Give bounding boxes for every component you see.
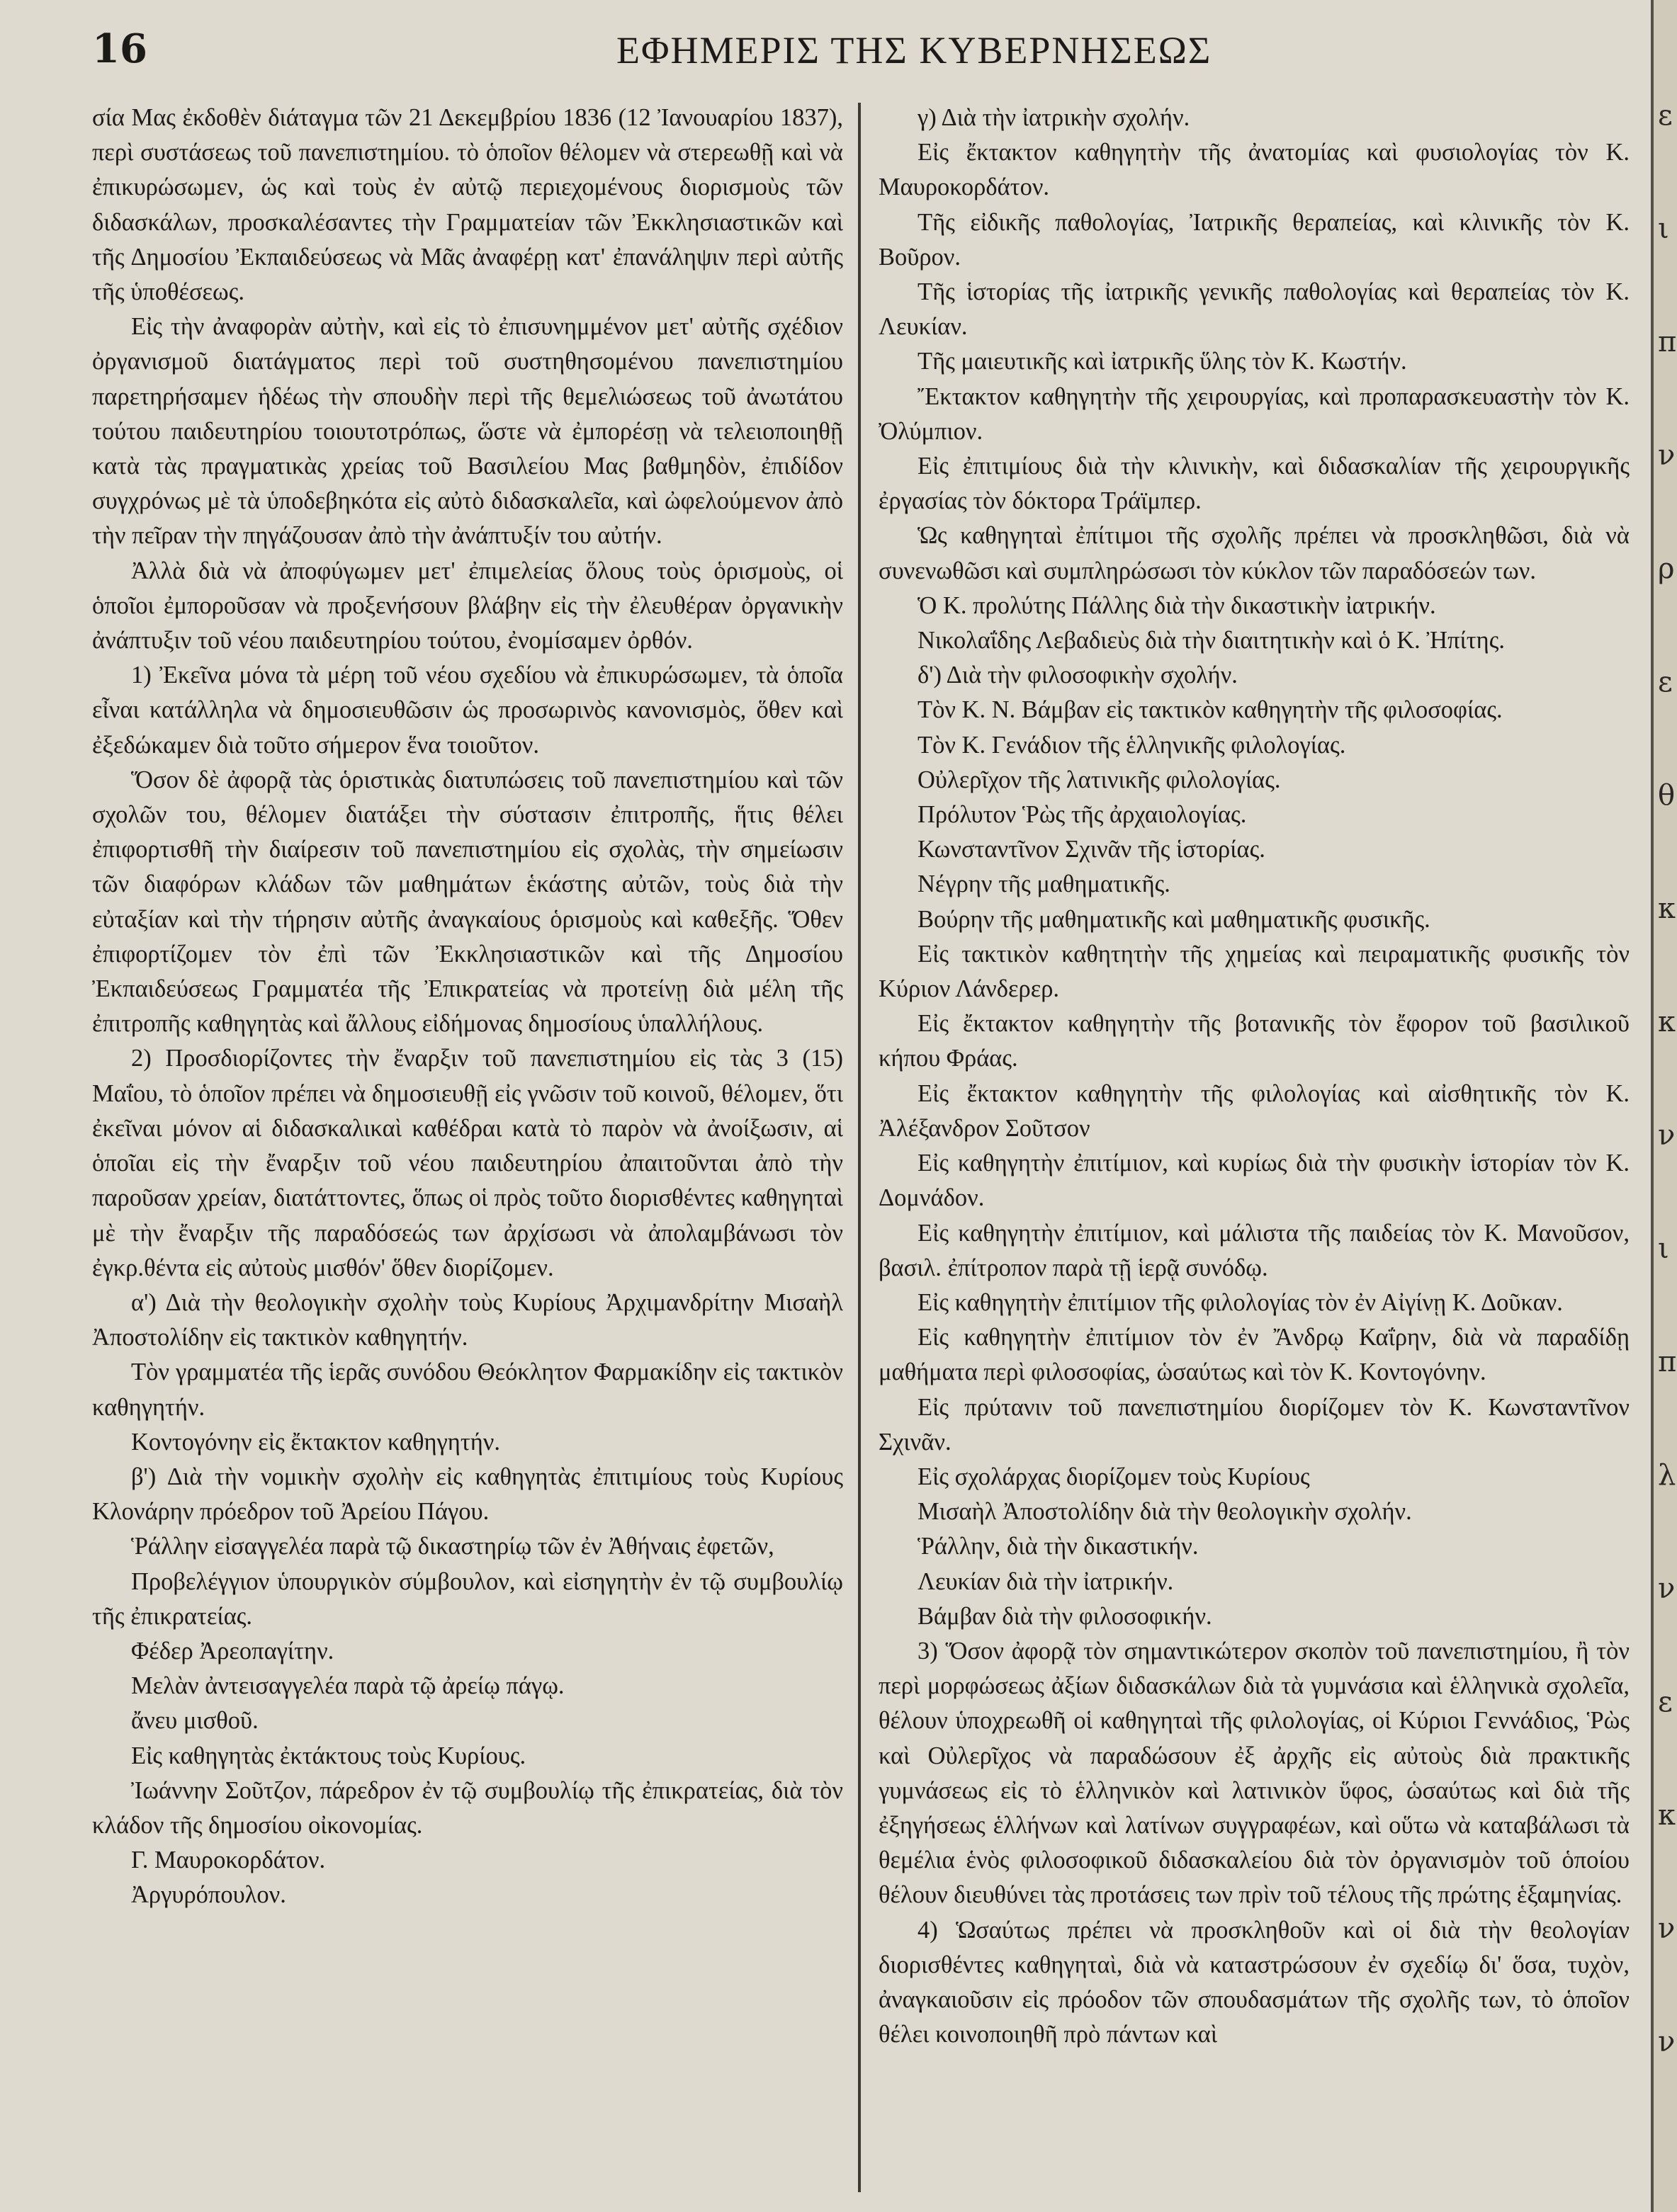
paragraph: ἄνευ μισθοῦ.: [131, 1707, 259, 1735]
paragraph: Εἰς ἔκτακτον καθηγητὴν τῆς ἀνατομίας καὶ φυσιολογίας τὸν Κ. Μαυροκορδάτον.: [879, 139, 1630, 201]
paragraph: Ῥάλλην, διὰ τὴν δικαστικήν.: [917, 1533, 1199, 1560]
paragraph: Τῆς εἰδικῆς παθολογίας, Ἰατρικῆς θεραπείας, καὶ κλινικῆς τὸν Κ. Βοῦρον.: [879, 208, 1630, 271]
paragraph: Μισαὴλ Ἀποστολίδην διὰ τὴν θεολογικὴν σχολήν.: [917, 1498, 1412, 1526]
paragraph: Βάμβαν διὰ τὴν φιλοσοφικήν.: [917, 1602, 1212, 1630]
adjacent-page-glyph: ε: [1658, 666, 1673, 698]
paragraph: Εἰς ἐπιτιμίους διὰ τὴν κλινικὴν, καὶ διδασκαλίαν τῆς χειρουργικῆς ἐργασίας τὸν δόκτορα Τράϊμπερ.: [879, 453, 1630, 515]
adjacent-page-glyph: ν: [1658, 1572, 1676, 1605]
paragraph: Τὸν γραμματέα τῆς ἱερᾶς συνόδου Θεόκλητον Φαρμακίδην εἰς τακτικὸν καθηγητήν.: [92, 1359, 843, 1421]
paragraph: Λευκίαν διὰ τὴν ἰατρικήν.: [917, 1567, 1174, 1595]
right-text-column: [879, 101, 1630, 2197]
paragraph: Εἰς καθηγητὰς ἐκτάκτους τοὺς Κυρίους.: [131, 1742, 526, 1769]
paragraph: Ἔκτακτον καθηγητὴν τῆς χειρουργίας, καὶ προπαρασκευαστὴν τὸν Κ. Ὀλύμπιον.: [879, 382, 1630, 445]
paragraph: Εἰς τακτικὸν καθητητὴν τῆς χημείας καὶ πειραματικῆς φυσικῆς τὸν Κύριον Λάνδερερ.: [879, 940, 1630, 1003]
paragraph: Γ. Μαυροκορδάτον.: [131, 1847, 326, 1874]
paragraph: Κοντογόνην εἰς ἔκτακτον καθηγητήν.: [131, 1428, 500, 1456]
paragraph: Φέδερ Ἀρεοπαγίτην.: [131, 1637, 334, 1664]
paragraph: Ὡς καθηγηταὶ ἐπίτιμοι τῆς σχολῆς πρέπει νὰ προσκληθῶσι, διὰ νὰ συνενωθῶσι καὶ συμπληρώσωσι τὸν κύκλον τῶν παραδόσεών των.: [879, 522, 1630, 584]
paragraph: 1) Ἐκεῖνα μόνα τὰ μέρη τοῦ νέου σχεδίου νὰ ἐπικυρώσωμεν, τὰ ὁποῖα εἶναι κατάλληλα νὰ δημοσιευθῶσιν ὡς προσωρινὸς κανονισμὸς, ὅθεν καὶ ἐξεδώκαμεν διὰ τοῦτο σήμερον ἕνα τοιοῦτον.: [92, 662, 843, 759]
page-number: 16: [92, 25, 147, 72]
page-gutter-rule: [1651, 0, 1654, 2212]
page-title: ΕΦΗΜΕΡΙΣ ΤΗΣ ΚΥΒΕΡΝΗΣΕΩΣ: [616, 29, 1212, 72]
paragraph: Οὐλερῖχον τῆς λατινικῆς φιλολογίας.: [917, 766, 1281, 793]
adjacent-page-glyph: ν: [1658, 2026, 1676, 2058]
paragraph: Νικολαΐδης Λεβαδιεὺς διὰ τὴν διαιτητικὴν καὶ ὁ Κ. Ἠπίτης.: [917, 627, 1505, 654]
adjacent-page-glyph: ε: [1658, 1686, 1673, 1718]
paragraph: γ) Διὰ τὴν ἰατρικὴν σχολήν.: [917, 104, 1190, 131]
paragraph: 4) Ὡσαύτως πρέπει νὰ προσκληθοῦν καὶ οἱ διὰ τὴν θεολογίαν διορισθέντες καθηγηταὶ, διὰ νὰ καταστρώσουν ἐν σχεδίῳ δι' ὅσα, τυχὸν, ἀναγκαιοῦσιν εἰς πρόοδον τῶν σπουδασμάτων τῆς σχολῆς των, τὸ ὁποῖον θέλει κοινοποιηθῆ πρὸ πάντων καὶ: [879, 1916, 1630, 2048]
paragraph: Πρόλυτον Ῥὼς τῆς ἀρχαιολογίας.: [917, 801, 1247, 829]
adjacent-page-glyph: ι: [1658, 1232, 1669, 1265]
paragraph: σία Μας ἐκδοθὲν διάταγμα τῶν 21 Δεκεμβρίου 1836 (12 Ἰανουαρίου 1837), περὶ συστάσεως τοῦ πανεπιστημίου. τὸ ὁποῖον θέλομεν νὰ στερεωθῇ καὶ νὰ ἐπικυρώσωμεν, ὡς καὶ τοὺς ἐν αὐτῷ περιεχομένους διορισμοὺς τῶν διδασκάλων, προσκαλέσαντες τὴν Γραμματείαν τῶν Ἐκκλησιαστικῶν καὶ τῆς Δημοσίου Ἐκπαιδεύσεως νὰ Μᾶς ἀναφέρῃ κατ' ἐπανάληψιν περὶ αὐτῆς τῆς ὑποθέσεως.: [92, 104, 843, 306]
paragraph: Ὁ Κ. προλύτης Πάλλης διὰ τὴν δικαστικὴν ἰατρικήν.: [917, 591, 1436, 619]
adjacent-page-glyph: ν: [1658, 1912, 1676, 1945]
paragraph: Εἰς σχολάρχας διορίζομεν τοὺς Κυρίους: [917, 1463, 1310, 1490]
adjacent-page-edge: [1651, 0, 1677, 2212]
paragraph: Εἰς ἔκτακτον καθηγητὴν τῆς φιλολογίας καὶ αἰσθητικῆς τὸν Κ. Ἀλέξανδρον Σοῦτσον: [879, 1079, 1630, 1142]
paragraph: Ἀργυρόπουλον.: [131, 1881, 286, 1909]
paragraph: Εἰς τὴν ἀναφορὰν αὐτὴν, καὶ εἰς τὸ ἐπισυνημμένον μετ' αὐτῆς σχέδιον ὀργανισμοῦ διατάγματος περὶ τοῦ συστηθησομένου πανεπιστημίου παρετηρήσαμεν ἡδέως τὴν σπουδὴν περὶ τῆς θεμελιώσεως τοῦ ἀνωτάτου τούτου παιδευτηρίου τοιουτοτρόπως, ὥστε νὰ ἐμπορέσῃ νὰ τελειοποιηθῇ κατὰ τὰς πραγματικὰς χρείας τοῦ Βασιλείου Μας βαθμηδὸν, ἐπιδίδον συγχρόνως μὲ τὰ ὑποδεβηκότα εἰς αὐτὸ διδασκαλεῖα, καὶ ὠφελούμενον ἀπὸ τὴν πεῖραν τὴν πηγάζουσαν ἀπὸ τὴν ἀνάπτυξίν του αὐτήν.: [92, 313, 843, 550]
paragraph: Ἰωάννην Σοῦτζον, πάρεδρον ἐν τῷ συμβουλίῳ τῆς ἐπικρατείας, διὰ τὸν κλάδον τῆς δημοσίου οἰκονομίας.: [92, 1776, 843, 1839]
paragraph: Ὅσον δὲ ἀφορᾷ τὰς ὁριστικὰς διατυπώσεις τοῦ πανεπιστημίου καὶ τῶν σχολῶν του, θέλομεν διατάξει τὴν σύστασιν ἐπιτροπῆς, ἥτις θέλει ἐπιφορτισθῆ τὴν διαίρεσιν τοῦ πανεπιστημίου εἰς σχολὰς, τὴν σημείωσιν τῶν διαφόρων κλάδων τῶν μαθημάτων ἑκάστης αὐτῶν, τοὺς διὰ τὴν εὐταξίαν καὶ τὴν τήρησιν αὐτῆς ἀναγκαίους ὁρισμοὺς καὶ καθεξῆς. Ὅθεν ἐπιφορτίζομεν τὸν ἐπὶ τῶν Ἐκκλησιαστικῶν καὶ τῆς Δημοσίου Ἐκπαιδεύσεως Γραμματέα τῆς Ἐπικρατείας νὰ προτείνῃ διὰ μέλη τῆς ἐπιτροπῆς καθηγητὰς καὶ ἄλλους εἰδήμονας δημοσίους ὑπαλλήλους.: [92, 766, 843, 1038]
paragraph: Εἰς καθηγητὴν ἐπιτίμιον τὸν ἐν Ἄνδρῳ Καΐρην, διὰ νὰ παραδίδῃ μαθήματα περὶ φιλοσοφίας, ὡσαύτως καὶ τὸν Κ. Κοντογόνην.: [879, 1324, 1630, 1386]
paragraph: δ') Διὰ τὴν φιλοσοφικὴν σχολήν.: [917, 662, 1238, 689]
column-divider: [858, 103, 861, 2192]
paragraph: Κωνσταντῖνον Σχινᾶν τῆς ἱστορίας.: [917, 836, 1265, 863]
adjacent-page-glyph: ν: [1658, 439, 1676, 472]
paragraph: Εἰς καθηγητὴν ἐπιτίμιον, καὶ μάλιστα τῆς παιδείας τὸν Κ. Μανοῦσον, βασιλ. ἐπίτροπον παρὰ τῇ ἱερᾷ συνόδῳ.: [879, 1219, 1630, 1281]
paragraph: Νέγρην τῆς μαθηματικῆς.: [917, 870, 1170, 898]
paragraph: Βούρην τῆς μαθηματικῆς καὶ μαθηματικῆς φυσικῆς.: [917, 905, 1430, 933]
paragraph: Τὸν Κ. Ν. Βάμβαν εἰς τακτικὸν καθηγητὴν τῆς φιλοσοφίας.: [917, 696, 1503, 724]
adjacent-page-glyph: λ: [1658, 1459, 1676, 1492]
paragraph: 2) Προσδιορίζοντες τὴν ἔναρξιν τοῦ πανεπιστημίου εἰς τὰς 3 (15) Μαΐου, τὸ ὁποῖον πρέπει νὰ δημοσιευθῇ εἰς γνῶσιν τοῦ κοινοῦ, θέλομεν, ὅτι ἐκεῖναι μόνον αἱ διδασκαλικαὶ καθέδραι κατὰ τὸ παρὸν νὰ ἀνοίξωσιν, αἱ ὁποῖαι εἰς τὴν ἔναρξιν τοῦ νέου παιδευτηρίου ἀπαιτοῦνται ἀπὸ τὴν παροῦσαν χρείαν, διατάττοντες, ὅπως οἱ πρὸς τοῦτο διορισθέντες καθηγηταὶ μὲ τὴν ἔναρξιν τῆς παραδόσεώς των ἀρχίσωσι νὰ ἀπολαμβάνωσι τὸν ἐγκρ.θέντα εἰς αὐτοὺς μισθόν' ὅθεν διορίζομεν.: [92, 1045, 843, 1281]
paragraph: α') Διὰ τὴν θεολογικὴν σχολὴν τοὺς Κυρίους Ἀρχιμανδρίτην Μισαὴλ Ἀποστολίδην εἰς τακτικὸν καθηγητήν.: [92, 1288, 843, 1351]
left-text-column: [92, 101, 843, 2197]
paragraph: Τῆς μαιευτικῆς καὶ ἰατρικῆς ὕλης τὸν Κ. Κωστήν.: [917, 348, 1407, 375]
paragraph: β') Διὰ τὴν νομικὴν σχολὴν εἰς καθηγητὰς ἐπιτιμίους τοὺς Κυρίους Κλονάρην πρόεδρον τοῦ Ἀρείου Πάγου.: [92, 1463, 843, 1526]
adjacent-page-glyph: π: [1658, 326, 1677, 358]
paragraph: Ῥάλλην εἰσαγγελέα παρὰ τῷ δικαστηρίῳ τῶν ἐν Ἀθήναις ἐφετῶν,: [131, 1533, 774, 1560]
adjacent-page-glyph: κ: [1658, 1006, 1676, 1038]
paragraph: Εἰς ἔκτακτον καθηγητὴν τῆς βοτανικῆς τὸν ἔφορον τοῦ βασιλικοῦ κήπου Φράας.: [879, 1010, 1630, 1072]
paragraph: Τῆς ἱστορίας τῆς ἰατρικῆς γενικῆς παθολογίας καὶ θεραπείας τὸν Κ. Λευκίαν.: [879, 278, 1630, 341]
paragraph: Προβελέγγιον ὑπουργικὸν σύμβουλον, καὶ εἰσηγητὴν ἐν τῷ συμβουλίῳ τῆς ἐπικρατείας.: [92, 1567, 843, 1630]
adjacent-page-glyph: θ: [1658, 779, 1676, 812]
adjacent-page-glyph: ν: [1658, 1119, 1676, 1152]
adjacent-page-glyph: ρ: [1658, 552, 1675, 585]
adjacent-page-glyph: κ: [1658, 892, 1676, 925]
paragraph: 3) Ὅσον ἀφορᾷ τὸν σημαντικώτερον σκοπὸν τοῦ πανεπιστημίου, ἢ τὸν περὶ μορφώσεως ἀξίων διδασκάλων διὰ τὰ γυμνάσια καὶ ἑλληνικὰ σχολεῖα, θέλουν ὑποχρεωθῆ οἱ καθηγηταὶ τῆς φιλολογίας, οἱ Κύριοι Γεννάδιος, Ῥὼς καὶ Οὐλερῖχος νὰ παραδώσουν ἐξ ἀρχῆς εἰς αὐτοὺς διὰ πρακτικῆς γυμνάσεως εἰς τὸ ἑλληνικὸν καὶ λατινικὸν ὕφος, ὡσαύτως καὶ διὰ τῆς ἐξηγήσεως ἑλλήνων καὶ λατίνων συγγραφέων, καὶ οὕτω νὰ καταβάλωσι τὰ θεμέλια ἑνὸς φιλοσοφικοῦ διδασκαλείου διὰ τὸν ὀργανισμὸν τοῦ ὁποίου θέλουν διευθύνει τὰς προτάσεις των πρὶν τοῦ τέλους τῆς πρώτης ἑξαμηνίας.: [879, 1637, 1630, 1909]
adjacent-page-glyph: π: [1658, 1346, 1677, 1378]
paragraph: Εἰς καθηγητὴν ἐπιτίμιον, καὶ κυρίως διὰ τὴν φυσικὴν ἱστορίαν τὸν Κ. Δομνάδον.: [879, 1150, 1630, 1212]
paragraph: Τὸν Κ. Γενάδιον τῆς ἑλληνικῆς φιλολογίας.: [917, 731, 1346, 759]
adjacent-page-glyph: ε: [1658, 99, 1673, 132]
paragraph: Εἰς καθηγητὴν ἐπιτίμιον τῆς φιλολογίας τὸν ἐν Αἰγίνῃ Κ. Δοῦκαν.: [917, 1288, 1563, 1316]
paragraph: Ἀλλὰ διὰ νὰ ἀποφύγωμεν μετ' ἐπιμελείας ὅλους τοὺς ὁρισμοὺς, οἱ ὁποῖοι ἐμποροῦσαν νὰ προξενήσουν βλάβην εἰς τὴν ἐλευθέραν ὀργανικὴν ἀνάπτυξιν τοῦ νέου παιδευτηρίου τούτου, ἐνομίσαμεν ὀρθόν.: [92, 557, 843, 654]
paragraph: Μελὰν ἀντεισαγγελέα παρὰ τῷ ἀρείῳ πάγῳ.: [131, 1672, 565, 1700]
adjacent-page-glyph: ι: [1658, 212, 1669, 245]
adjacent-page-glyph: κ: [1658, 1799, 1676, 1832]
paragraph: Εἰς πρύτανιν τοῦ πανεπιστημίου διορίζομεν τὸν Κ. Κωνσταντῖνον Σχινᾶν.: [879, 1393, 1630, 1456]
